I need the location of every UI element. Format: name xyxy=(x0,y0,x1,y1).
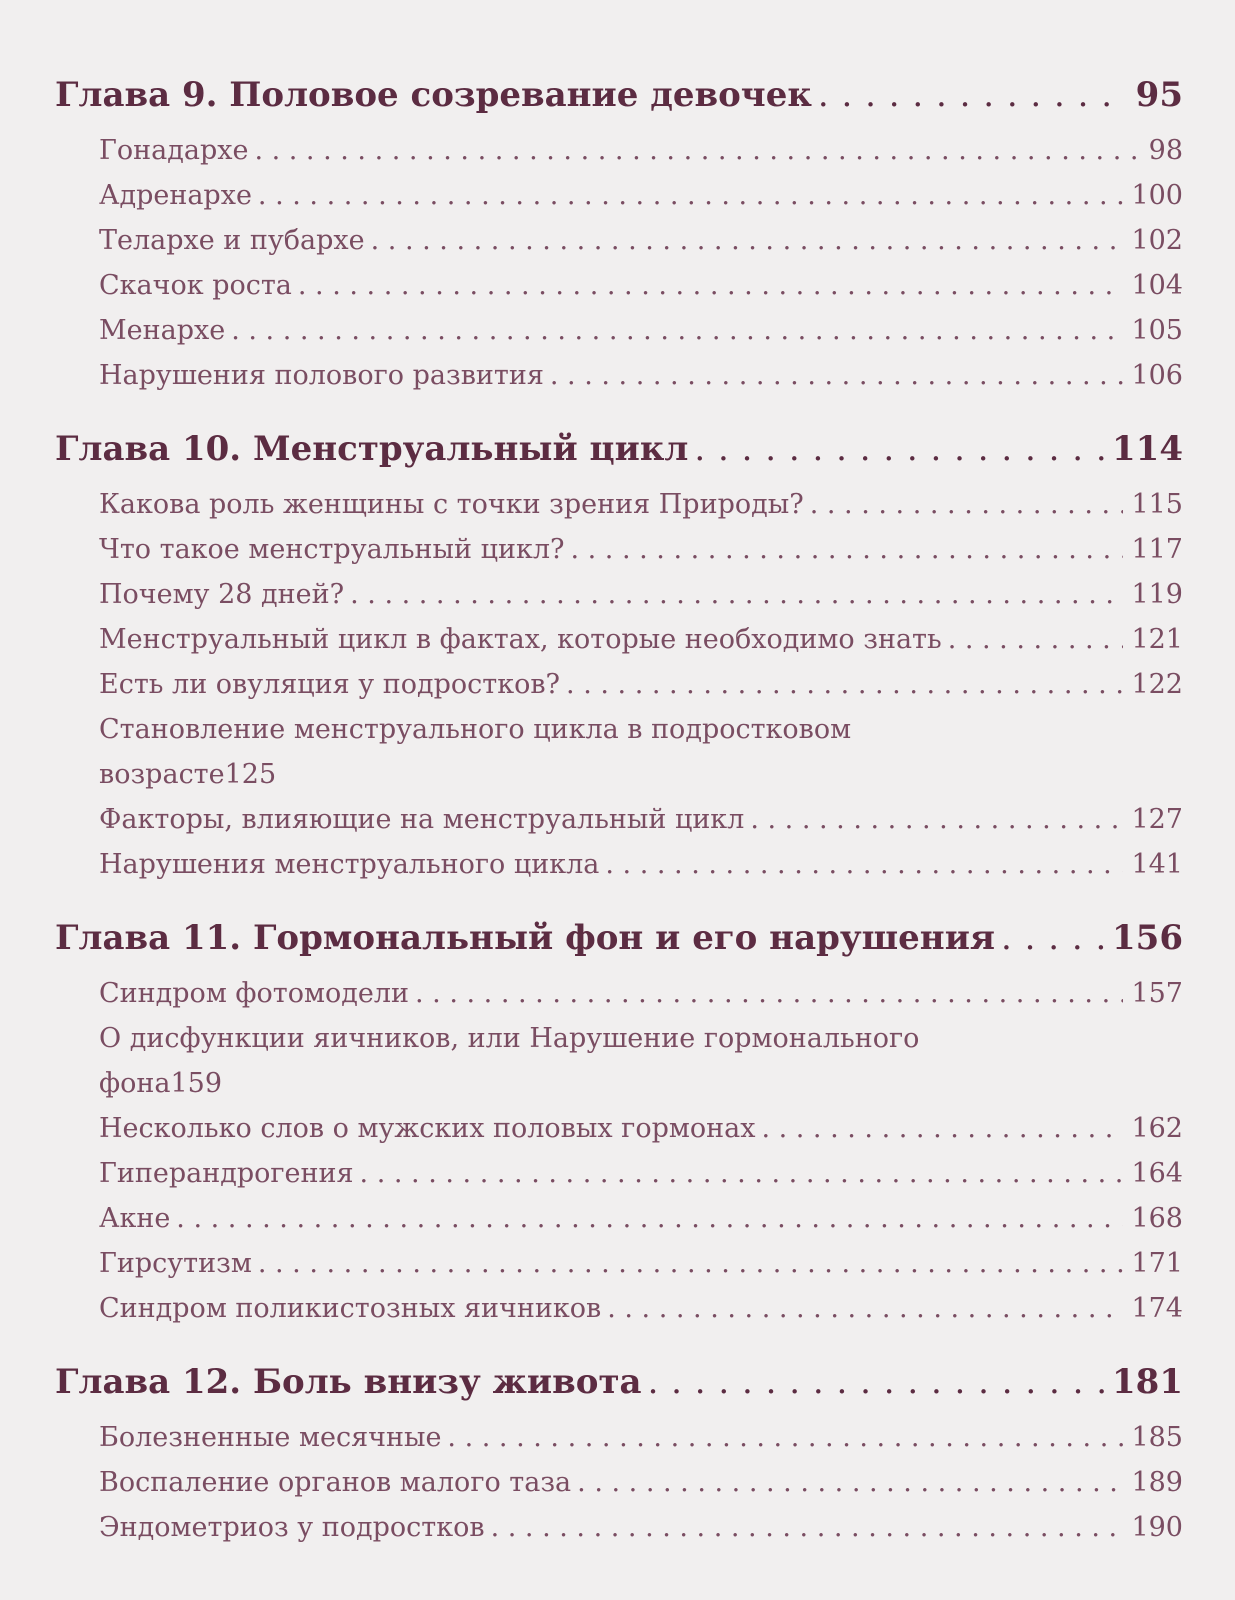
entry-title: Синдром фотомодели xyxy=(99,978,409,1009)
entry-second-line xyxy=(99,752,1183,797)
toc-entry[interactable] xyxy=(55,971,1183,1016)
entry-title: Нарушения менструального цикла xyxy=(99,849,600,880)
chapter-page-number: 156 xyxy=(1112,918,1183,958)
entry-title-line2: фона xyxy=(99,1068,171,1099)
entry-title: Гонадархе xyxy=(99,135,249,166)
entry-title: Скачок роста xyxy=(99,270,292,301)
dot-leader xyxy=(415,971,1123,1016)
toc-entry[interactable] xyxy=(55,1241,1183,1286)
entry-title: Гиперандрогения xyxy=(99,1158,354,1189)
toc-entry[interactable] xyxy=(55,1415,1183,1460)
entry-title: Болезненные месячные xyxy=(99,1422,442,1453)
dot-leader xyxy=(694,416,1104,482)
toc-entry[interactable] xyxy=(55,707,1183,797)
entry-page-number: 141 xyxy=(1131,849,1183,880)
dot-leader xyxy=(258,1241,1124,1286)
entry-page-number: 117 xyxy=(1131,534,1183,565)
entry-title: Синдром поликистозных яичников xyxy=(99,1293,602,1324)
entry-page-number: 106 xyxy=(1131,360,1183,391)
entry-page-number: 159 xyxy=(170,1068,223,1099)
entry-title: Гирсутизм xyxy=(99,1248,252,1279)
dot-leader xyxy=(254,128,1140,173)
entry-page-number: 125 xyxy=(224,759,277,790)
toc-entry[interactable] xyxy=(55,1460,1183,1505)
dot-leader xyxy=(350,572,1123,617)
entry-title: Факторы, влияющие на менструальный цикл xyxy=(99,804,745,835)
entry-page-number: 115 xyxy=(1131,489,1183,520)
entry-page-number: 121 xyxy=(1131,624,1183,655)
dot-leader xyxy=(607,1286,1123,1331)
entry-page-number: 164 xyxy=(1131,1158,1183,1189)
toc-entry[interactable] xyxy=(55,842,1183,887)
chapter-heading[interactable] xyxy=(55,1349,1183,1415)
dot-leader xyxy=(360,1151,1124,1196)
entry-title: Нарушения полового развития xyxy=(99,360,544,391)
chapter-12 xyxy=(55,1349,1183,1550)
entry-title: Есть ли овуляция у подростков? xyxy=(99,669,561,700)
entry-page-number: 168 xyxy=(1131,1203,1183,1234)
entry-page-number: 162 xyxy=(1131,1113,1183,1144)
chapter-9 xyxy=(55,62,1183,398)
toc-entry[interactable] xyxy=(55,1106,1183,1151)
dot-leader xyxy=(491,1505,1124,1550)
chapter-page-number: 114 xyxy=(1112,429,1183,469)
toc-entry[interactable] xyxy=(55,482,1183,527)
toc-entry[interactable] xyxy=(55,1016,1183,1106)
toc-entry[interactable] xyxy=(55,263,1183,308)
dot-leader xyxy=(258,173,1124,218)
toc-entry[interactable] xyxy=(55,662,1183,707)
dot-leader xyxy=(447,1415,1123,1460)
entry-title: Воспаление органов малого таза xyxy=(99,1467,572,1498)
entry-title: Почему 28 дней? xyxy=(99,579,345,610)
toc-entry[interactable] xyxy=(55,572,1183,617)
toc-entry[interactable] xyxy=(55,128,1183,173)
dot-leader xyxy=(371,218,1124,263)
entry-page-number: 119 xyxy=(1131,579,1183,610)
toc-entry[interactable] xyxy=(55,1286,1183,1331)
entry-page-number: 185 xyxy=(1131,1422,1183,1453)
entry-page-number: 157 xyxy=(1131,978,1183,1009)
dot-leader xyxy=(750,797,1123,842)
entry-title: Менархе xyxy=(99,315,226,346)
entry-page-number: 102 xyxy=(1131,225,1183,256)
toc-entry[interactable] xyxy=(55,1151,1183,1196)
chapter-heading[interactable] xyxy=(55,416,1183,482)
entry-title-line1: Становление менструального цикла в подростковом xyxy=(99,714,852,745)
dot-leader xyxy=(818,62,1128,128)
dot-leader xyxy=(550,353,1124,398)
entry-second-line xyxy=(99,1061,1183,1106)
chapter-title: Глава 9. Половое созревание девочек xyxy=(55,75,812,115)
entry-title-line1: О дисфункции яичников, или Нарушение гормонального xyxy=(99,1023,920,1054)
chapter-title: Глава 10. Менструальный цикл xyxy=(55,429,689,469)
dot-leader xyxy=(948,617,1124,662)
toc-entry[interactable] xyxy=(55,218,1183,263)
toc-entry[interactable] xyxy=(55,308,1183,353)
entry-title-line2: возрасте xyxy=(99,759,225,790)
entry-title: Акне xyxy=(99,1203,171,1234)
entry-title: Что такое менструальный цикл? xyxy=(99,534,565,565)
dot-leader xyxy=(605,842,1123,887)
chapter-10 xyxy=(55,416,1183,887)
dot-leader xyxy=(761,1106,1123,1151)
entry-title: Какова роль женщины с точки зрения Природы? xyxy=(99,489,804,520)
chapter-11 xyxy=(55,905,1183,1331)
dot-leader xyxy=(231,308,1123,353)
entry-page-number: 190 xyxy=(1131,1512,1183,1543)
toc-entry[interactable] xyxy=(55,1196,1183,1241)
entry-page-number: 104 xyxy=(1131,270,1183,301)
entry-page-number: 98 xyxy=(1148,135,1183,166)
chapter-title: Глава 11. Гормональный фон и его нарушения xyxy=(55,918,996,958)
dot-leader xyxy=(648,1349,1104,1415)
dot-leader xyxy=(566,662,1123,707)
toc-entry[interactable] xyxy=(55,1505,1183,1550)
entry-page-number: 174 xyxy=(1131,1293,1183,1324)
toc-entry[interactable] xyxy=(55,173,1183,218)
chapter-heading[interactable] xyxy=(55,62,1183,128)
dot-leader xyxy=(176,1196,1123,1241)
entry-title: Несколько слов о мужских половых гормонах xyxy=(99,1113,756,1144)
entry-page-number: 122 xyxy=(1131,669,1183,700)
entry-page-number: 189 xyxy=(1131,1467,1183,1498)
entry-title: Эндометриоз у подростков xyxy=(99,1512,485,1543)
dot-leader xyxy=(298,263,1124,308)
entry-page-number: 105 xyxy=(1131,315,1183,346)
toc-entry[interactable] xyxy=(55,353,1183,398)
entry-title: Менструальный цикл в фактах, которые необходимо знать xyxy=(99,624,942,655)
dot-leader xyxy=(577,1460,1123,1505)
chapter-page-number: 95 xyxy=(1135,75,1183,115)
table-of-contents xyxy=(55,62,1183,1568)
chapter-heading[interactable] xyxy=(55,905,1183,971)
dot-leader xyxy=(1001,905,1104,971)
dot-leader xyxy=(810,482,1124,527)
chapter-page-number: 181 xyxy=(1112,1362,1183,1402)
toc-entry[interactable] xyxy=(55,617,1183,662)
toc-entry[interactable] xyxy=(55,797,1183,842)
toc-entry[interactable] xyxy=(55,527,1183,572)
dot-leader xyxy=(570,527,1123,572)
entry-page-number: 127 xyxy=(1131,804,1183,835)
chapter-title: Глава 12. Боль внизу живота xyxy=(55,1362,642,1402)
entry-title: Телархе и пубархе xyxy=(99,225,365,256)
entry-title: Адренархе xyxy=(99,180,252,211)
entry-page-number: 100 xyxy=(1131,180,1183,211)
entry-page-number: 171 xyxy=(1131,1248,1183,1279)
